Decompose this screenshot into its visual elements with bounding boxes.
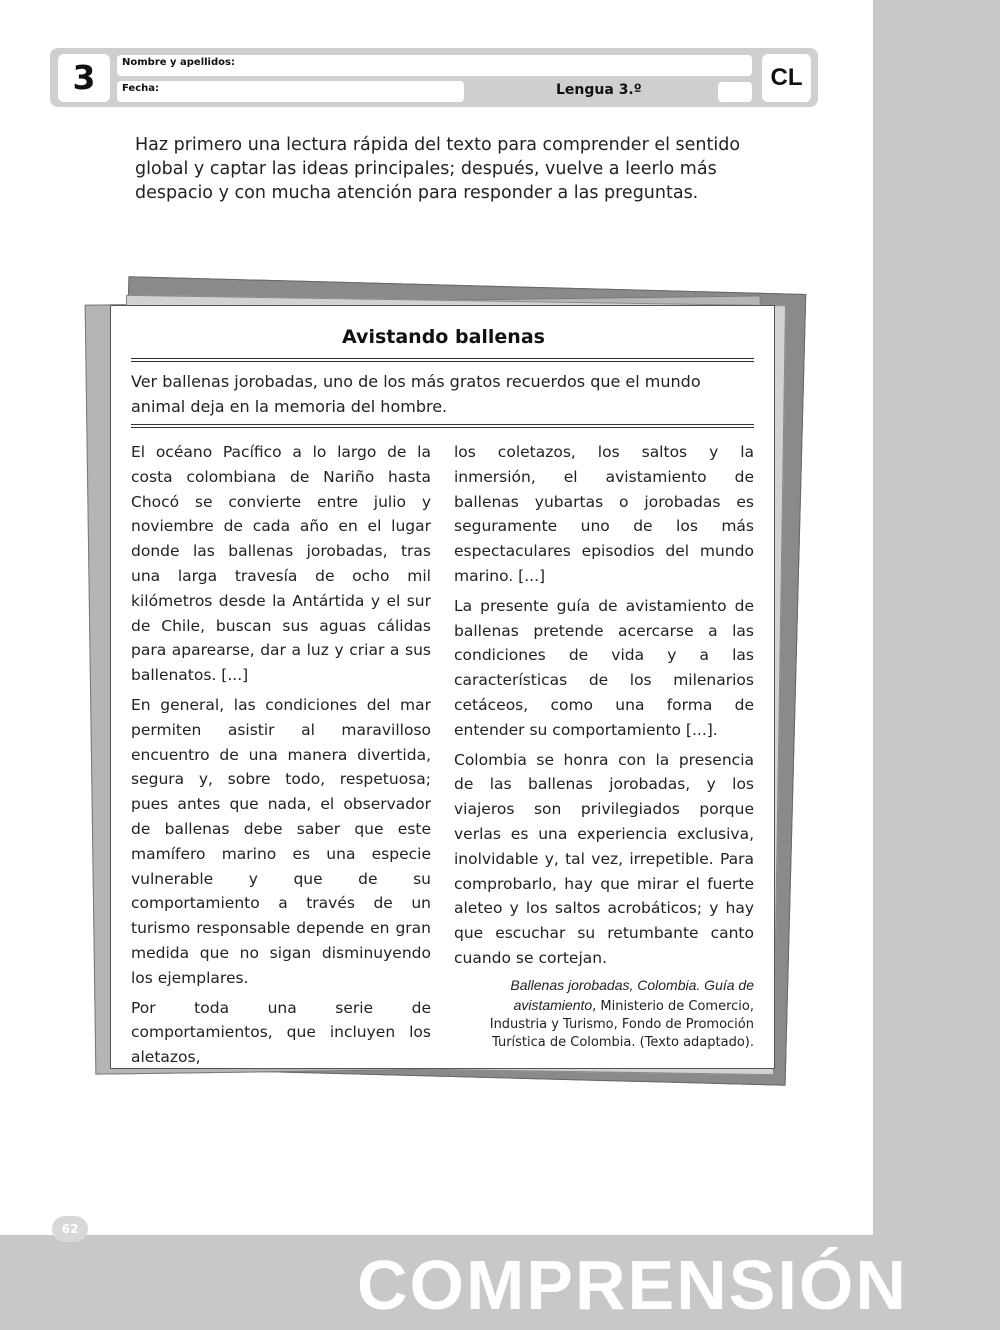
extra-field[interactable] [718,82,752,102]
article-card [110,305,775,1069]
source-title: Ballenas jorobadas, Colombia. Guía de avistamiento [510,976,754,1013]
instructions: Haz primero una lectura rápida del texto para comprender el sentido global y captar las ideas principales; después, vuelve a leerlo más despacio y con mucha atención para responder a las preguntas. [135,135,741,203]
page-corner [856,1218,873,1235]
paragraph: Colombia se honra con la presencia de las ballenas jorobadas, y los viajeros son privilegiados porque verlas es una experiencia exclusiva, inolvidable y, tal vez, irrepetible. Para comprobarlo, hay que mirar el fuerte aleteo y los saltos acrobáticos; y hay que escuchar su retumbante canto cuando se cortejan. [454,750,754,967]
name-label: Nombre y apellidos: [122,57,235,68]
subject-label: Lengua 3.º [556,82,642,98]
side-band [873,0,1000,1330]
date-field[interactable] [117,81,464,102]
competence-badge: CL [762,54,811,102]
article-lead: Ver ballenas jorobadas, uno de los más gratos recuerdos que el mundo animal deja en la memoria del hombre. [131,372,701,416]
paragraph: El océano Pacífico a lo largo de la costa colombiana de Nariño hasta Chocó se convierte entre julio y noviembre de cada año en el lugar donde las ballenas jorobadas, tras una larga travesía de ocho mil kilómetros desde la Antártida y el sur de Chile, buscan sus aguas cálidas para aparearse, dar a luz y criar a sus ballenatos. [...] [131,443,431,685]
source-details: , Ministerio de Comercio, Industria y Turismo, Fondo de Promoción Turística de Colombia. (Texto adaptado). [489,998,754,1050]
double-rule [131,358,754,362]
paragraph: los coletazos, los saltos y la inmersión, el avistamiento de ballenas yubartas o jorobadas es seguramente uno de los más espectaculares episodios del mundo marino. [...] [454,443,754,585]
paragraph: Por toda una serie de comportamientos, que incluyen los aletazos, [131,998,431,1067]
paragraph: La presente guía de avistamiento de ballenas pretende acercarse a las condiciones de vida y a las características de los milenarios cetáceos, como una forma de entender su comportamiento [...]. [454,596,754,739]
unit-number: 3 [58,54,110,102]
source-citation [454,976,754,1052]
left-column [131,440,431,1075]
page-number: 62 [52,1216,88,1242]
right-column [454,440,754,1052]
article-title: Avistando ballenas [342,326,545,348]
section-title: COMPRENSIÓN [357,1246,908,1324]
double-rule [131,424,754,428]
paragraph: En general, las condiciones del mar permiten asistir al maravilloso encuentro de una manera divertida, segura y, sobre todo, respetuosa; pues antes que nada, el observador de ballenas debe saber que este mamífero marino es una especie vulnerable y que de su comportamiento a través de un turismo responsable depende en gran medida que no sigan disminuyendo los ejemplares. [131,695,431,987]
date-label: Fecha: [122,83,160,94]
